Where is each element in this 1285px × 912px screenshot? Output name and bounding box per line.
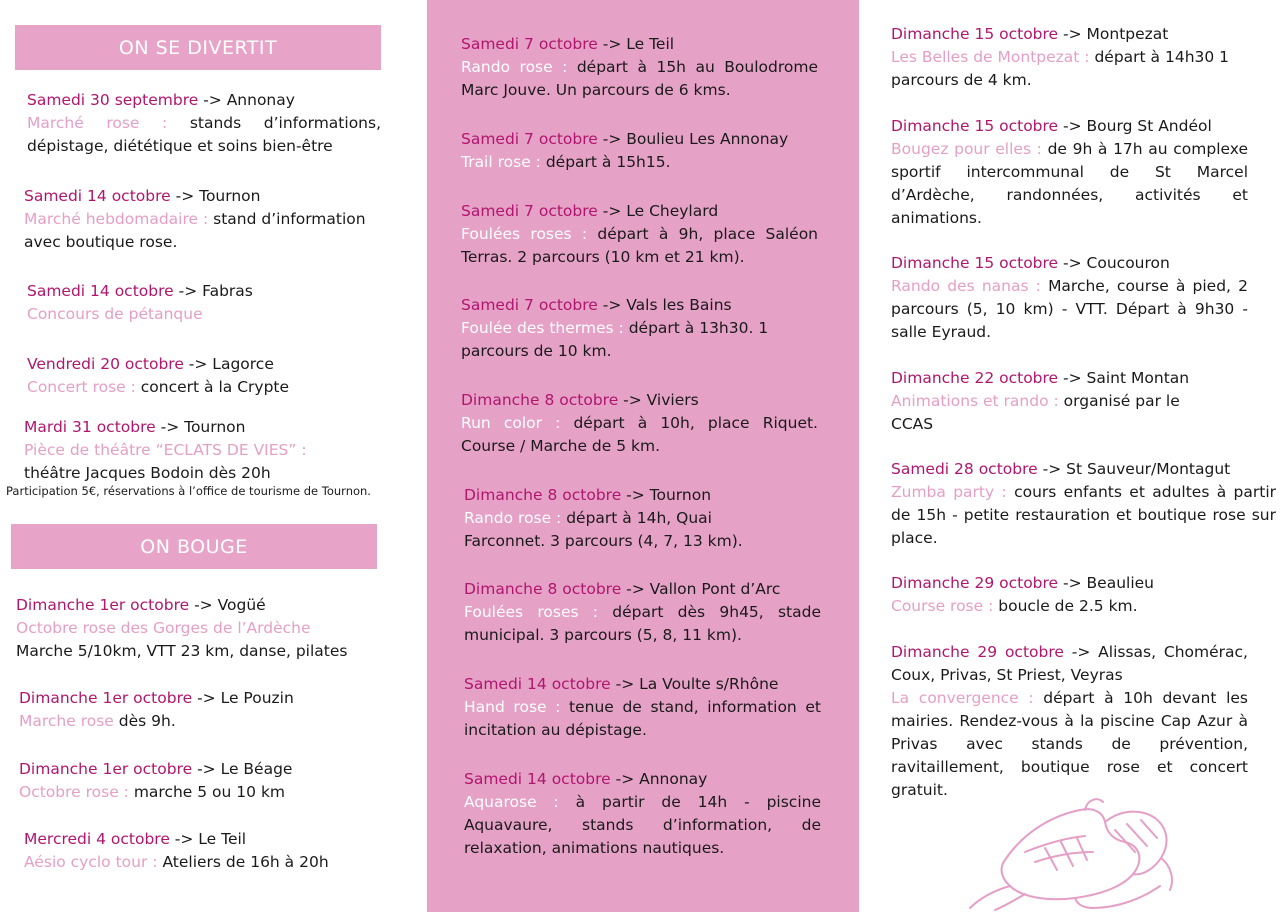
event-desc: départ à 13h30. 1 parcours de 10 km. — [461, 319, 769, 360]
event-card — [24, 185, 402, 254]
event-date: Samedi 30 septembre — [27, 91, 199, 109]
event-place: -> Le Béage — [192, 760, 293, 778]
event-date: Vendredi 20 octobre — [27, 355, 184, 373]
event-date: Samedi 7 octobre — [461, 35, 598, 53]
event-title: Foulées roses : — [464, 603, 613, 621]
event-desc: départ à 15h au Boulodrome Marc Jouve. Un parcours de 6 kms. — [461, 58, 818, 99]
event-place: -> Montpezat — [1058, 25, 1169, 43]
event-desc: départ à 14h30 1 parcours de 4 km. — [891, 48, 1230, 89]
event-desc: départ à 14h, Quai Farconnet. 3 parcours (4, 7, 13 km). — [464, 509, 743, 550]
event-desc: dès 9h. — [118, 712, 176, 730]
event-desc: départ à 9h, place Saléon Terras. 2 parcours (10 km et 21 km). — [461, 225, 818, 266]
event-place: -> Annonay — [198, 91, 295, 109]
event-title: Trail rose : — [461, 153, 546, 171]
event-note: Participation 5€, réservations à l’office de tourisme de Tournon. — [6, 484, 371, 498]
event-card — [27, 89, 381, 158]
event-place: -> Fabras — [173, 282, 253, 300]
event-title: Aésio cyclo tour : — [24, 853, 163, 871]
event-desc: départ dès 9h45, stade municipal. 3 parcours (5, 8, 11 km). — [464, 603, 821, 644]
event-date: Dimanche 8 octobre — [464, 486, 622, 504]
event-card — [19, 687, 379, 733]
event-title: Octobre rose des Gorges de l’Ardèche — [16, 619, 311, 637]
event-title: Concert rose : — [27, 378, 141, 396]
event-desc: départ à 10h devant les mairies. Rendez-vous à la piscine Cap Azur à Privas avec stands de prévention, ravitaillement, boutique rose et concert gratuit. — [891, 689, 1248, 799]
event-date: Samedi 14 octobre — [27, 282, 174, 300]
event-desc: organisé par le CCAS — [891, 392, 1180, 433]
event-title: Aquarose : — [464, 793, 576, 811]
event-card — [464, 578, 821, 647]
event-date: Samedi 14 octobre — [24, 187, 171, 205]
event-desc: de 9h à 17h au complexe sportif intercommunal de St Marcel d’Ardèche, randonnées, activités et animations. — [891, 140, 1248, 227]
event-place: -> Boulieu Les Annonay — [597, 130, 789, 148]
event-place: -> Le Teil — [169, 830, 247, 848]
banner-on-bouge: ON BOUGE — [11, 524, 377, 569]
event-place: -> Vals les Bains — [597, 296, 732, 314]
event-card — [464, 673, 821, 742]
event-place: -> Alissas, Chomérac, Coux, Privas, St Priest, Veyras — [891, 643, 1248, 684]
event-card — [24, 828, 384, 874]
event-date: Dimanche 1er octobre — [19, 689, 193, 707]
event-place: -> Tournon — [155, 418, 246, 436]
event-place: -> Vogüé — [189, 596, 266, 614]
event-title: Animations et rando : — [891, 392, 1064, 410]
event-card — [27, 353, 381, 399]
event-desc: à partir de 14h - piscine Aquavaure, stands d’information, de relaxation, animations nautiques. — [464, 793, 821, 857]
event-date: Dimanche 29 octobre — [891, 574, 1059, 592]
event-desc: départ à 15h15. — [545, 153, 671, 171]
event-title: Foulée des thermes : — [461, 319, 629, 337]
event-desc: théâtre Jacques Bodoin dès 20h — [24, 464, 271, 482]
event-desc: Marche 5/10km, VTT 23 km, danse, pilates — [16, 642, 348, 660]
event-title: Rando rose : — [461, 58, 577, 76]
event-title: Pièce de théâtre “ECLATS DE VIES” : — [24, 441, 307, 459]
event-place: -> Bourg St Andéol — [1058, 117, 1212, 135]
event-title: Marche rose — [19, 712, 119, 730]
sneakers-icon — [965, 790, 1180, 912]
event-title: Foulées roses : — [461, 225, 598, 243]
event-date: Dimanche 22 octobre — [891, 369, 1059, 387]
event-date: Dimanche 8 octobre — [461, 391, 619, 409]
event-place: -> Viviers — [618, 391, 699, 409]
event-place: -> Tournon — [170, 187, 261, 205]
event-place: -> Coucouron — [1058, 254, 1170, 272]
event-desc: stand d’information avec boutique rose. — [24, 210, 366, 251]
event-date: Samedi 14 octobre — [464, 770, 611, 788]
event-date: Mercredi 4 octobre — [24, 830, 170, 848]
event-place: -> Lagorce — [183, 355, 274, 373]
event-desc: tenue de stand, information et incitation au dépistage. — [464, 698, 821, 739]
event-title: Rando rose : — [464, 509, 567, 527]
event-title: Concours de pétanque — [27, 305, 203, 323]
event-title: Rando des nanas : — [891, 277, 1049, 295]
event-date: Dimanche 15 octobre — [891, 25, 1059, 43]
event-desc: Ateliers de 16h à 20h — [162, 853, 329, 871]
event-place: -> La Voulte s/Rhône — [610, 675, 779, 693]
event-date: Samedi 28 octobre — [891, 460, 1038, 478]
event-card — [461, 33, 818, 102]
event-desc: stands d’informations, dépistage, diététique et soins bien-être — [27, 114, 382, 155]
event-title: Run color : — [461, 414, 574, 432]
event-card — [891, 458, 1276, 550]
event-place: -> Annonay — [610, 770, 708, 788]
event-title: La convergence : — [891, 689, 1044, 707]
event-card — [461, 128, 841, 174]
event-title: Marché hebdomadaire : — [24, 210, 214, 228]
event-date: Dimanche 1er octobre — [16, 596, 190, 614]
event-place: -> Saint Montan — [1058, 369, 1190, 387]
event-desc: départ à 10h, place Riquet. Course / Marche de 5 km. — [461, 414, 818, 455]
event-place: -> Tournon — [621, 486, 712, 504]
event-title: Les Belles de Montpezat : — [891, 48, 1095, 66]
event-title: Course rose : — [891, 597, 999, 615]
event-card — [464, 768, 821, 860]
event-place: -> Le Cheylard — [597, 202, 719, 220]
event-desc: marche 5 ou 10 km — [133, 783, 286, 801]
event-card — [461, 200, 818, 269]
event-place: -> St Sauveur/Montagut — [1037, 460, 1231, 478]
event-card — [891, 252, 1248, 344]
event-card — [461, 389, 818, 458]
event-title: Marché rose : — [27, 114, 190, 132]
event-title: Zumba party : — [891, 483, 1015, 501]
event-title: Octobre rose : — [19, 783, 134, 801]
event-date: Samedi 7 octobre — [461, 130, 598, 148]
event-place: -> Vallon Pont d’Arc — [621, 580, 781, 598]
event-place: -> Le Pouzin — [192, 689, 294, 707]
event-date: Dimanche 8 octobre — [464, 580, 622, 598]
event-desc: concert à la Crypte — [140, 378, 290, 396]
event-card — [464, 484, 774, 553]
event-date: Samedi 14 octobre — [464, 675, 611, 693]
event-desc: cours enfants et adultes à partir de 15h - petite restauration et boutique rose sur place. — [891, 483, 1277, 547]
event-date: Dimanche 1er octobre — [19, 760, 193, 778]
event-card — [461, 294, 791, 363]
event-card — [891, 572, 1261, 618]
event-date: Samedi 7 octobre — [461, 296, 598, 314]
event-date: Dimanche 15 octobre — [891, 117, 1059, 135]
event-place: -> Beaulieu — [1058, 574, 1155, 592]
event-date: Mardi 31 octobre — [24, 418, 156, 436]
event-card — [891, 367, 1221, 436]
event-date: Samedi 7 octobre — [461, 202, 598, 220]
event-title: Hand rose : — [464, 698, 570, 716]
event-card — [19, 758, 379, 804]
event-card — [891, 641, 1248, 802]
event-desc: Marche, course à pied, 2 parcours (5, 10 km) - VTT. Départ à 9h30 - salle Eyraud. — [891, 277, 1248, 341]
event-card — [891, 115, 1248, 230]
banner-on-se-divertit: ON SE DIVERTIT — [15, 25, 381, 70]
event-place: -> Le Teil — [597, 35, 675, 53]
event-date: Dimanche 29 octobre — [891, 643, 1064, 661]
event-card — [24, 416, 384, 485]
event-date: Dimanche 15 octobre — [891, 254, 1059, 272]
event-card — [27, 280, 381, 326]
event-desc: boucle de 2.5 km. — [998, 597, 1138, 615]
event-card — [891, 23, 1261, 92]
event-card — [16, 594, 396, 663]
event-title: Bougez pour elles : — [891, 140, 1048, 158]
